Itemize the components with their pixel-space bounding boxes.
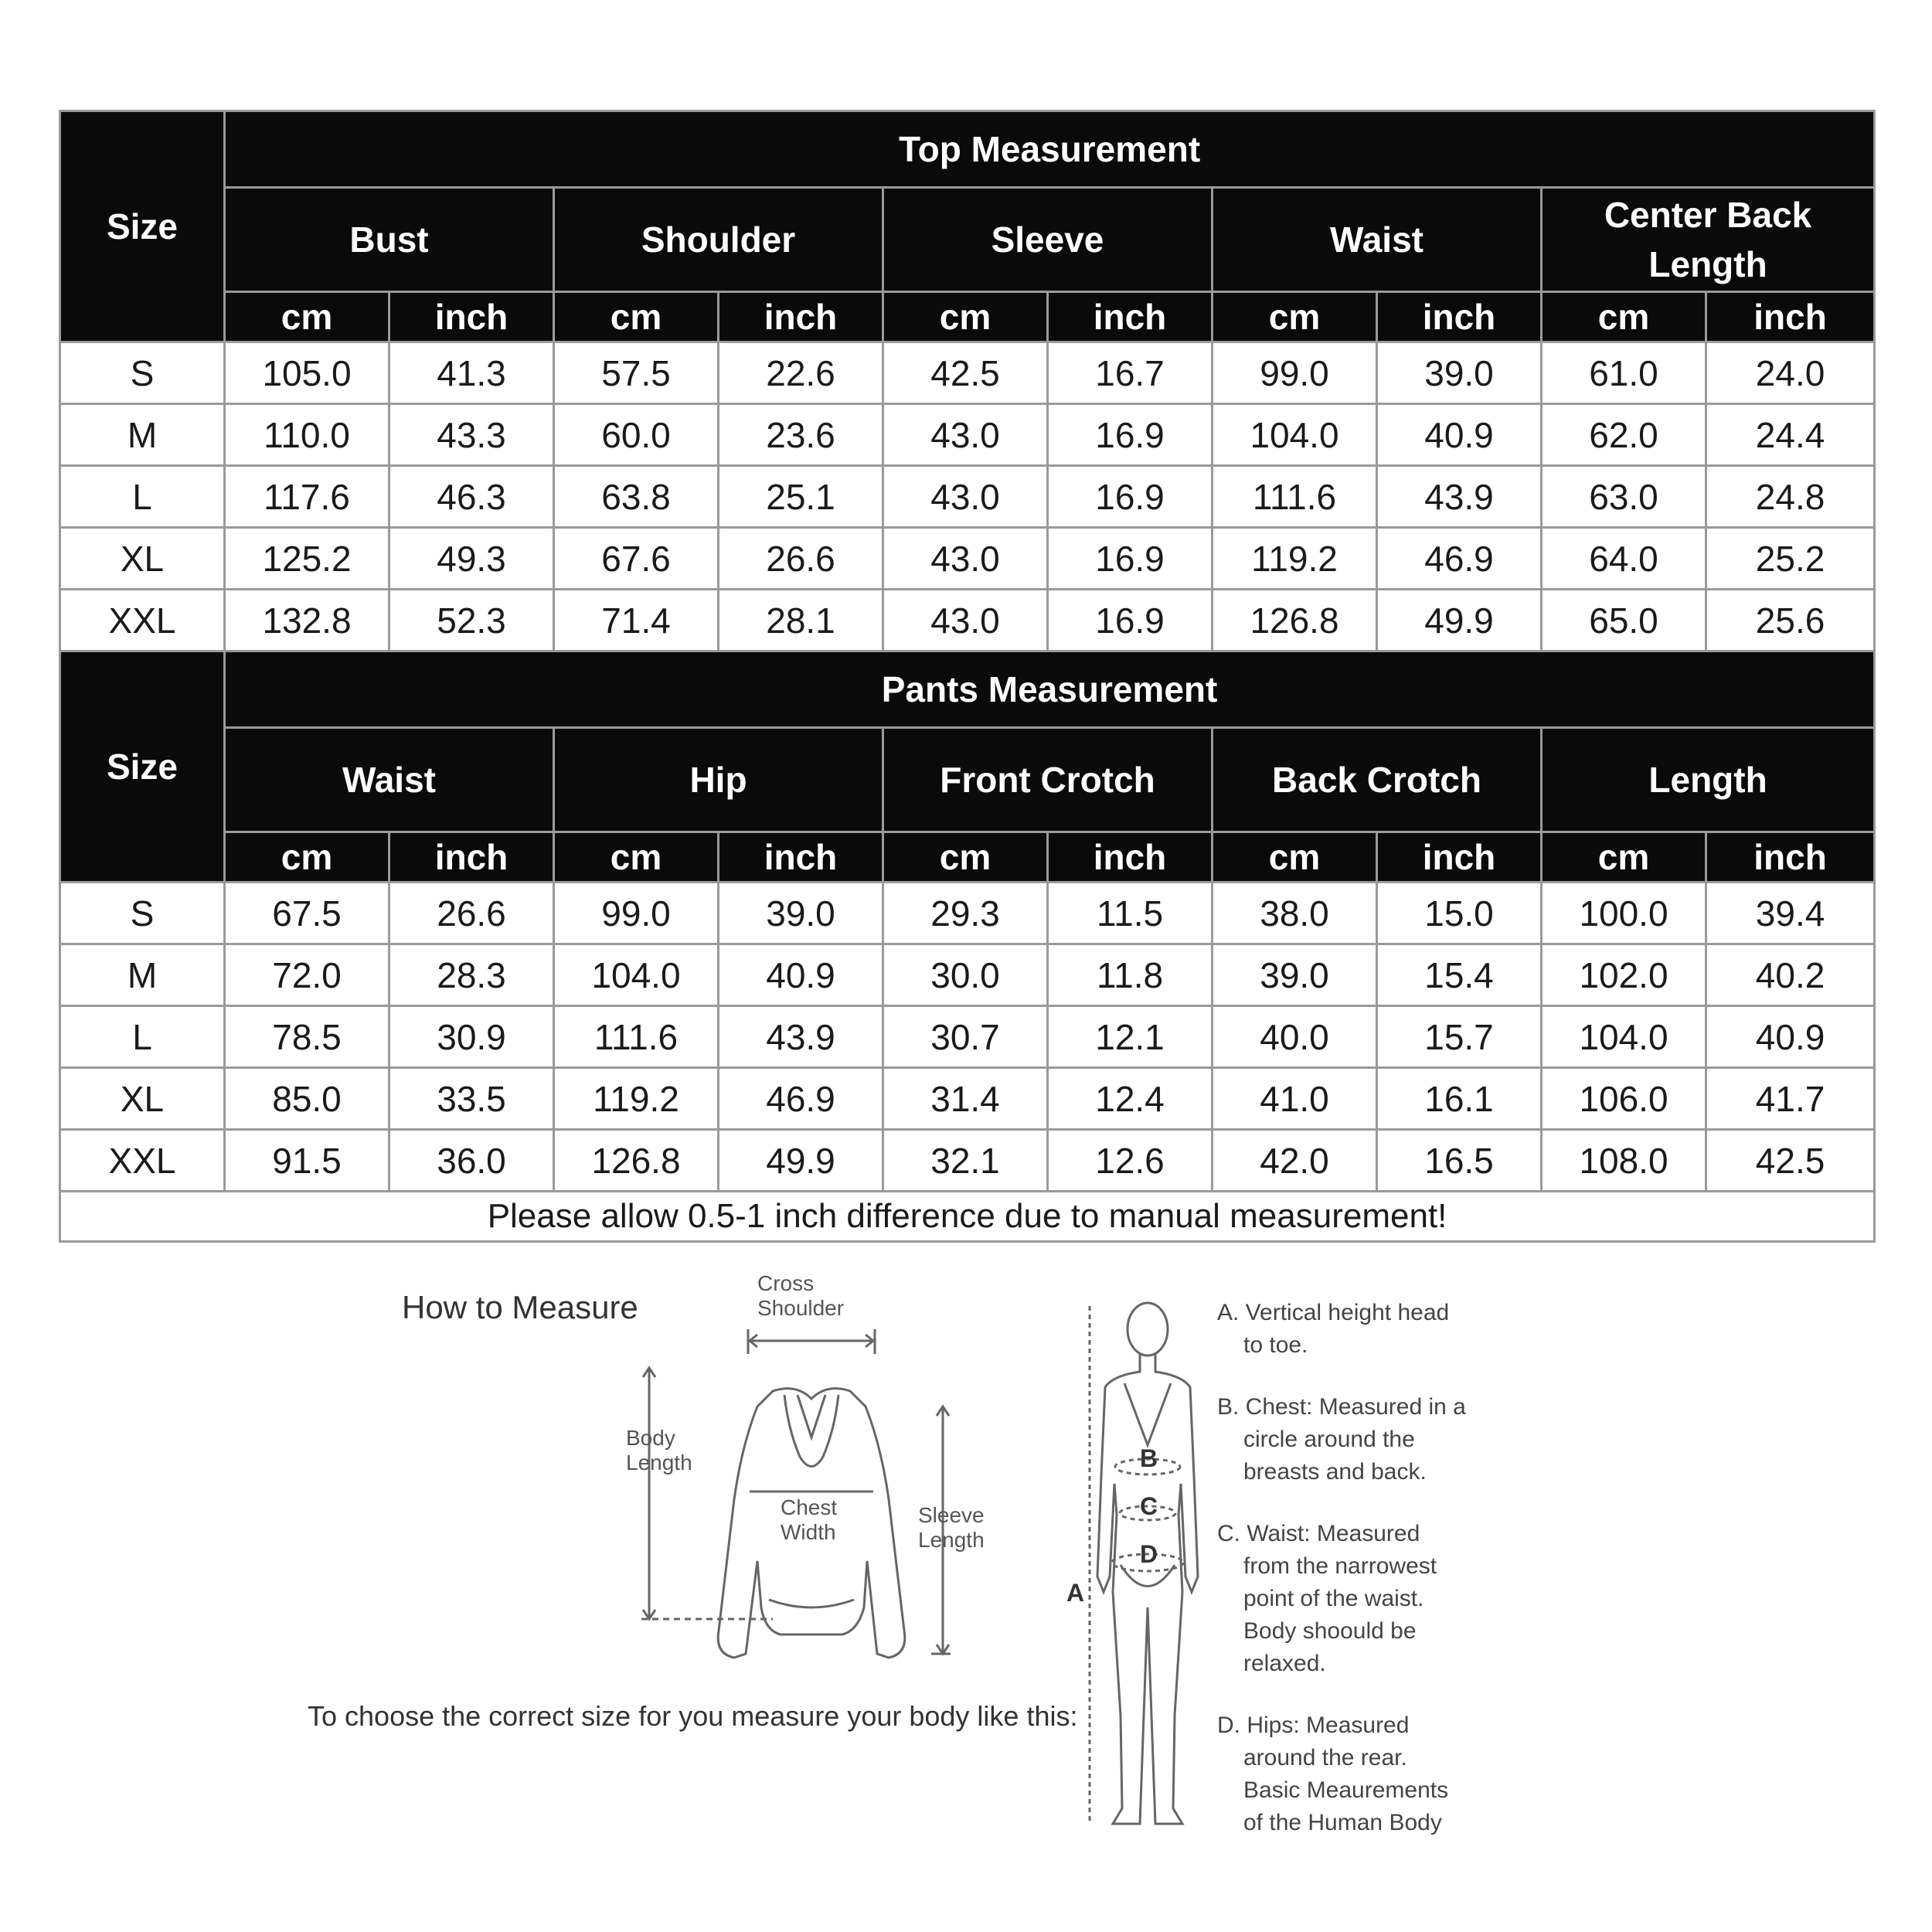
chest-width-label-1: Chest	[781, 1495, 838, 1519]
definition-line: Basic Meaurements	[1243, 1777, 1449, 1803]
body-letter-b: B	[1140, 1444, 1158, 1472]
top-measurement-unit-header: cm	[225, 292, 389, 342]
value-cell: 25.2	[1706, 528, 1875, 590]
value-cell: 72.0	[225, 944, 389, 1006]
value-cell: 43.9	[1377, 466, 1542, 528]
body-diagram	[1066, 1283, 1213, 1839]
note-section	[60, 1192, 1875, 1242]
value-cell: 85.0	[225, 1068, 389, 1130]
value-cell: 102.0	[1542, 944, 1706, 1006]
definition-line: D. Hips: Measured	[1217, 1713, 1410, 1738]
pants-measurement-unit-header: cm	[554, 832, 719, 883]
top-measurement-unit-header: inch	[719, 292, 883, 342]
value-cell: 111.6	[1213, 466, 1377, 528]
pants-measurement-group-header: Length	[1542, 728, 1875, 832]
table-row	[60, 466, 1875, 528]
value-cell: 57.5	[554, 342, 719, 404]
size-cell: XL	[60, 1068, 225, 1130]
value-cell: 49.9	[1377, 590, 1542, 651]
value-cell: 39.0	[1213, 944, 1377, 1006]
definition-line: of the Human Body	[1243, 1810, 1442, 1835]
value-cell: 43.0	[883, 590, 1048, 651]
pants-measurement-unit-header: inch	[1377, 832, 1542, 883]
value-cell: 29.3	[883, 883, 1048, 944]
definition-line: C. Waist: Measured	[1217, 1521, 1420, 1546]
size-cell: M	[60, 404, 225, 466]
value-cell: 16.9	[1048, 528, 1213, 590]
definition-line: to toe.	[1243, 1332, 1308, 1358]
top-measurement-unit-header: cm	[1213, 292, 1377, 342]
value-cell: 67.5	[225, 883, 389, 944]
value-cell: 108.0	[1542, 1130, 1706, 1192]
value-cell: 105.0	[225, 342, 389, 404]
top-measurement-unit-header: inch	[389, 292, 554, 342]
top-measurement-unit-row	[60, 292, 1875, 342]
how-to-measure-section	[0, 1252, 1932, 1870]
measurement-definition	[1217, 1518, 1542, 1680]
value-cell: 60.0	[554, 404, 719, 466]
value-cell: 38.0	[1213, 883, 1377, 944]
body-letter-a: A	[1066, 1579, 1085, 1607]
top-measurement-unit-header: inch	[1048, 292, 1213, 342]
definition-line: B. Chest: Measured in a	[1217, 1394, 1466, 1420]
value-cell: 62.0	[1542, 404, 1706, 466]
value-cell: 39.0	[719, 883, 883, 944]
value-cell: 12.6	[1048, 1130, 1213, 1192]
table-row	[60, 1006, 1875, 1068]
value-cell: 25.1	[719, 466, 883, 528]
value-cell: 41.3	[389, 342, 554, 404]
value-cell: 119.2	[554, 1068, 719, 1130]
size-cell: S	[60, 342, 225, 404]
value-cell: 26.6	[719, 528, 883, 590]
table-row	[60, 590, 1875, 651]
top-measurement-title-row	[60, 111, 1875, 188]
pants-measurement-group-header: Waist	[225, 728, 554, 832]
value-cell: 43.0	[883, 528, 1048, 590]
measurement-definition	[1217, 1391, 1542, 1488]
value-cell: 42.5	[1706, 1130, 1875, 1192]
value-cell: 52.3	[389, 590, 554, 651]
value-cell: 125.2	[225, 528, 389, 590]
value-cell: 49.3	[389, 528, 554, 590]
definition-line: around the rear.	[1243, 1745, 1407, 1770]
pants-measurement-group-header: Back Crotch	[1213, 728, 1542, 832]
table-row	[60, 944, 1875, 1006]
top-measurement-unit-header: inch	[1706, 292, 1875, 342]
top-measurement-group-row	[60, 188, 1875, 292]
size-cell: XL	[60, 528, 225, 590]
value-cell: 16.9	[1048, 466, 1213, 528]
pants-measurement-section	[60, 651, 1875, 1192]
value-cell: 126.8	[1213, 590, 1377, 651]
pants-measurement-unit-row	[60, 832, 1875, 883]
value-cell: 15.0	[1377, 883, 1542, 944]
value-cell: 16.5	[1377, 1130, 1542, 1192]
value-cell: 132.8	[225, 590, 389, 651]
value-cell: 78.5	[225, 1006, 389, 1068]
body-length-label-2: Length	[626, 1451, 692, 1475]
value-cell: 16.1	[1377, 1068, 1542, 1130]
value-cell: 30.9	[389, 1006, 554, 1068]
shirt-diagram	[618, 1267, 1020, 1747]
table-row	[60, 528, 1875, 590]
definition-line: Body shoould be	[1243, 1618, 1417, 1644]
pants-measurement-group-header: Hip	[554, 728, 883, 832]
pants-measurement-group-row	[60, 728, 1875, 832]
value-cell: 23.6	[719, 404, 883, 466]
pants-measurement-unit-header: cm	[883, 832, 1048, 883]
value-cell: 43.0	[883, 466, 1048, 528]
value-cell: 104.0	[554, 944, 719, 1006]
how-to-measure-title: How to Measure	[402, 1289, 638, 1325]
value-cell: 106.0	[1542, 1068, 1706, 1130]
size-cell: XXL	[60, 1130, 225, 1192]
value-cell: 65.0	[1542, 590, 1706, 651]
value-cell: 40.9	[1706, 1006, 1875, 1068]
value-cell: 40.2	[1706, 944, 1875, 1006]
pants-measurement-unit-header: cm	[1542, 832, 1706, 883]
pants-measurement-group-header: Front Crotch	[883, 728, 1213, 832]
value-cell: 16.9	[1048, 404, 1213, 466]
top-measurement-group-header: Sleeve	[883, 188, 1213, 292]
value-cell: 43.9	[719, 1006, 883, 1068]
top-measurement-unit-header: inch	[1377, 292, 1542, 342]
top-measurement-size-header: Size	[60, 111, 225, 342]
value-cell: 11.8	[1048, 944, 1213, 1006]
value-cell: 46.3	[389, 466, 554, 528]
definition-line: relaxed.	[1243, 1651, 1326, 1676]
value-cell: 16.7	[1048, 342, 1213, 404]
top-measurement-title: Top Measurement	[225, 111, 1875, 188]
table-row	[60, 1130, 1875, 1192]
value-cell: 40.0	[1213, 1006, 1377, 1068]
value-cell: 24.4	[1706, 404, 1875, 466]
measurement-definition	[1217, 1297, 1542, 1362]
value-cell: 16.9	[1048, 590, 1213, 651]
value-cell: 110.0	[225, 404, 389, 466]
value-cell: 12.4	[1048, 1068, 1213, 1130]
value-cell: 22.6	[719, 342, 883, 404]
value-cell: 42.0	[1213, 1130, 1377, 1192]
measurement-note: Please allow 0.5-1 inch difference due to manual measurement!	[60, 1192, 1875, 1242]
value-cell: 24.8	[1706, 466, 1875, 528]
pants-measurement-unit-header: inch	[1048, 832, 1213, 883]
definition-line: breasts and back.	[1243, 1459, 1427, 1485]
top-measurement-section	[60, 111, 1875, 651]
size-chart-table	[59, 110, 1876, 1243]
pants-measurement-unit-header: cm	[1213, 832, 1377, 883]
value-cell: 63.8	[554, 466, 719, 528]
measurement-definitions	[1217, 1297, 1542, 1869]
value-cell: 41.7	[1706, 1068, 1875, 1130]
value-cell: 15.7	[1377, 1006, 1542, 1068]
size-cell: XXL	[60, 590, 225, 651]
size-cell: S	[60, 883, 225, 944]
value-cell: 12.1	[1048, 1006, 1213, 1068]
body-letter-d: D	[1140, 1540, 1158, 1568]
value-cell: 41.0	[1213, 1068, 1377, 1130]
value-cell: 11.5	[1048, 883, 1213, 944]
size-cell: M	[60, 944, 225, 1006]
table-row	[60, 1068, 1875, 1130]
value-cell: 119.2	[1213, 528, 1377, 590]
value-cell: 117.6	[225, 466, 389, 528]
value-cell: 46.9	[719, 1068, 883, 1130]
value-cell: 28.3	[389, 944, 554, 1006]
value-cell: 43.3	[389, 404, 554, 466]
top-measurement-unit-header: cm	[554, 292, 719, 342]
value-cell: 46.9	[1377, 528, 1542, 590]
cross-shoulder-label-1: Cross	[757, 1271, 815, 1295]
value-cell: 104.0	[1542, 1006, 1706, 1068]
pants-measurement-unit-header: inch	[389, 832, 554, 883]
value-cell: 104.0	[1213, 404, 1377, 466]
pants-measurement-size-header: Size	[60, 651, 225, 883]
value-cell: 99.0	[1213, 342, 1377, 404]
top-measurement-group-header: Bust	[225, 188, 554, 292]
pants-measurement-unit-header: cm	[225, 832, 389, 883]
definition-line: circle around the	[1243, 1427, 1415, 1452]
value-cell: 39.4	[1706, 883, 1875, 944]
value-cell: 43.0	[883, 404, 1048, 466]
sleeve-length-label-1: Sleeve	[918, 1503, 985, 1527]
chest-width-label-2: Width	[781, 1520, 836, 1544]
value-cell: 111.6	[554, 1006, 719, 1068]
body-letter-c: C	[1140, 1492, 1158, 1520]
value-cell: 30.0	[883, 944, 1048, 1006]
value-cell: 126.8	[554, 1130, 719, 1192]
size-cell: L	[60, 466, 225, 528]
value-cell: 99.0	[554, 883, 719, 944]
definition-line: from the narrowest	[1243, 1553, 1437, 1579]
value-cell: 67.6	[554, 528, 719, 590]
top-measurement-unit-header: cm	[1542, 292, 1706, 342]
pants-measurement-title: Pants Measurement	[225, 651, 1875, 728]
value-cell: 24.0	[1706, 342, 1875, 404]
value-cell: 25.6	[1706, 590, 1875, 651]
choose-size-instruction: To choose the correct size for you measure your body like this:	[308, 1700, 1078, 1732]
value-cell: 49.9	[719, 1130, 883, 1192]
table-row	[60, 404, 1875, 466]
value-cell: 64.0	[1542, 528, 1706, 590]
value-cell: 36.0	[389, 1130, 554, 1192]
pants-measurement-unit-header: inch	[719, 832, 883, 883]
sleeve-length-label-2: Length	[918, 1528, 985, 1552]
value-cell: 31.4	[883, 1068, 1048, 1130]
top-measurement-group-header: Waist	[1213, 188, 1542, 292]
measurement-definition	[1217, 1709, 1542, 1839]
top-measurement-unit-header: cm	[883, 292, 1048, 342]
value-cell: 40.9	[719, 944, 883, 1006]
definition-line: A. Vertical height head	[1217, 1300, 1450, 1325]
top-measurement-group-header: Shoulder	[554, 188, 883, 292]
value-cell: 71.4	[554, 590, 719, 651]
table-row	[60, 342, 1875, 404]
value-cell: 91.5	[225, 1130, 389, 1192]
value-cell: 26.6	[389, 883, 554, 944]
pants-measurement-unit-header: inch	[1706, 832, 1875, 883]
value-cell: 33.5	[389, 1068, 554, 1130]
value-cell: 63.0	[1542, 466, 1706, 528]
pants-measurement-title-row	[60, 651, 1875, 728]
body-length-label-1: Body	[626, 1426, 675, 1450]
value-cell: 61.0	[1542, 342, 1706, 404]
value-cell: 15.4	[1377, 944, 1542, 1006]
value-cell: 32.1	[883, 1130, 1048, 1192]
top-measurement-group-header: Center Back Length	[1542, 188, 1875, 292]
value-cell: 100.0	[1542, 883, 1706, 944]
value-cell: 28.1	[719, 590, 883, 651]
cross-shoulder-label-2: Shoulder	[757, 1296, 845, 1320]
value-cell: 42.5	[883, 342, 1048, 404]
table-row	[60, 883, 1875, 944]
value-cell: 40.9	[1377, 404, 1542, 466]
definition-line: point of the waist.	[1243, 1586, 1424, 1611]
size-cell: L	[60, 1006, 225, 1068]
value-cell: 39.0	[1377, 342, 1542, 404]
value-cell: 30.7	[883, 1006, 1048, 1068]
